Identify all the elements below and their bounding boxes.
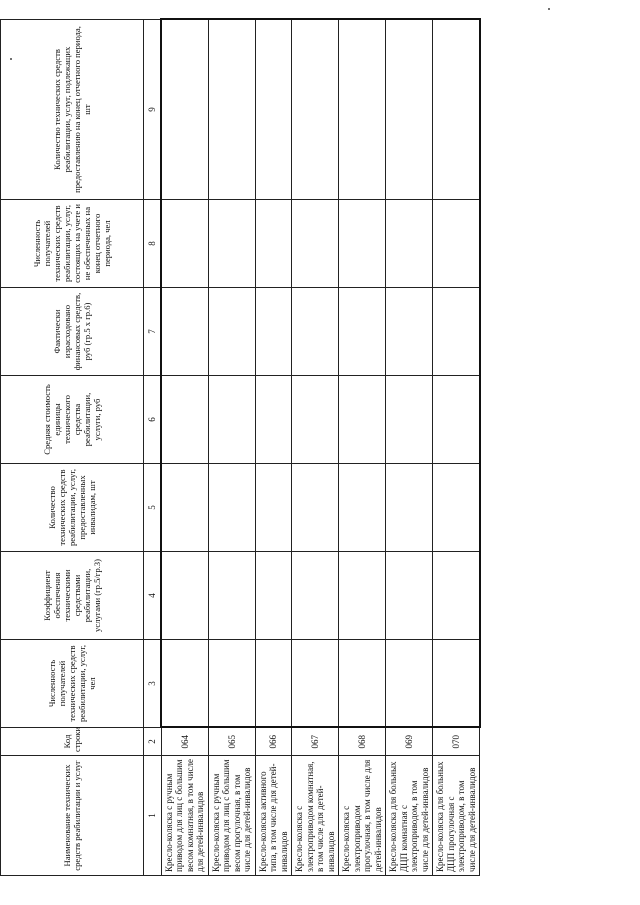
row-code: 068 [339,728,386,756]
data-cell [161,288,208,376]
row-name: Кресло-коляска с ручным приводом для лиц с большим весом прогулочная, в том числе для детей-инвалидов [208,756,255,876]
data-cell [208,376,255,464]
column-number: 4 [144,552,162,640]
row-code: 066 [255,728,292,756]
data-cell [208,464,255,552]
table-row [433,20,480,876]
row-code: 064 [161,728,208,756]
header-cell: Количество технических средств реабилитации, услуг, предоставленных инвалидам, шт [1,464,144,552]
data-cell [433,640,480,728]
data-cell [339,200,386,288]
data-cell [339,464,386,552]
column-number: 5 [144,464,162,552]
data-cell [161,20,208,200]
table-row [255,20,292,876]
data-cell [161,376,208,464]
data-cell [386,20,433,200]
data-cell [433,464,480,552]
column-number-row [144,20,162,876]
data-cell [339,376,386,464]
data-cell [255,200,292,288]
header-cell: Коэффициент обеспечения техническими средствами реабилитации, услугами (гр.5/гр.3) [1,552,144,640]
column-number: 1 [144,756,162,876]
data-cell [208,200,255,288]
data-cell [161,552,208,640]
data-cell [208,20,255,200]
row-name: Кресло-коляска с электроприводом комнатная, в том числе для детей-инвалидов [292,756,339,876]
scan-speck [548,8,550,10]
data-cell [292,200,339,288]
data-cell [255,376,292,464]
header-cell: Численность получателей технических средств реабилитации, услуг, чел [1,640,144,728]
row-code: 070 [433,728,480,756]
data-cell [339,552,386,640]
data-cell [161,464,208,552]
data-cell [292,464,339,552]
column-number: 3 [144,640,162,728]
data-cell [433,376,480,464]
header-cell: Средняя стоимость единицы технического средства реабилитации, услуги, руб [1,376,144,464]
data-cell [339,20,386,200]
data-cell [433,288,480,376]
header-cell: Фактически израсходовано финансовых средств, руб (гр.5 х гр.6) [1,288,144,376]
data-cell [161,200,208,288]
data-cell [255,640,292,728]
header-cell: Численность получателей технических средств реабилитации, услуг, состоящих на учете и не обеспеченных на конец отчетного периода, чел [1,200,144,288]
data-cell [292,288,339,376]
data-cell [208,288,255,376]
header-row [1,20,144,876]
table-row [208,20,255,876]
data-cell [255,552,292,640]
data-cell [255,288,292,376]
data-cell [255,464,292,552]
data-cell [433,200,480,288]
table-row [386,20,433,876]
data-cell [255,20,292,200]
column-number: 7 [144,288,162,376]
data-cell [433,552,480,640]
header-cell: Количество технических средств реабилитации, услуг, подлежащих предоставлению на конец отчетного периода, шт [1,20,144,200]
data-cell [208,552,255,640]
data-cell [386,552,433,640]
report-table [0,19,481,877]
row-name: Кресло-коляска для больных ДЦП прогулочная с электроприводом, в том числе для детей-инвалидов [433,756,480,876]
data-cell [386,464,433,552]
row-name: Кресло-коляска с ручным приводом для лиц с большим весом комнатная, в том числе для детей-инвалидов [161,756,208,876]
row-name: Кресло-коляска с электроприводом прогулочная, в том числе для детей-инвалидов [339,756,386,876]
data-cell [292,376,339,464]
data-cell [208,640,255,728]
column-number: 8 [144,200,162,288]
table-row [161,20,208,876]
data-cell [433,20,480,200]
row-code: 069 [386,728,433,756]
row-name: Кресло-коляска активного типа, в том числе для детей-инвалидов [255,756,292,876]
table-row [292,20,339,876]
data-cell [339,288,386,376]
data-cell [386,288,433,376]
data-cell [292,20,339,200]
rotated-form-sheet [0,26,477,876]
data-cell [292,552,339,640]
column-number: 2 [144,728,162,756]
row-code: 065 [208,728,255,756]
data-cell [292,640,339,728]
header-cell: Код строки [1,728,144,756]
data-cell [386,200,433,288]
data-cell [386,376,433,464]
header-cell: Наименование технических средств реабилитации и услуг [1,756,144,876]
data-cell [386,640,433,728]
table-row [339,20,386,876]
column-number: 9 [144,20,162,200]
row-code: 067 [292,728,339,756]
data-cell [339,640,386,728]
column-number: 6 [144,376,162,464]
row-name: Кресло-коляска для больных ДЦП комнатная с электроприводом, в том числе для детей-инвалидов [386,756,433,876]
data-cell [161,640,208,728]
